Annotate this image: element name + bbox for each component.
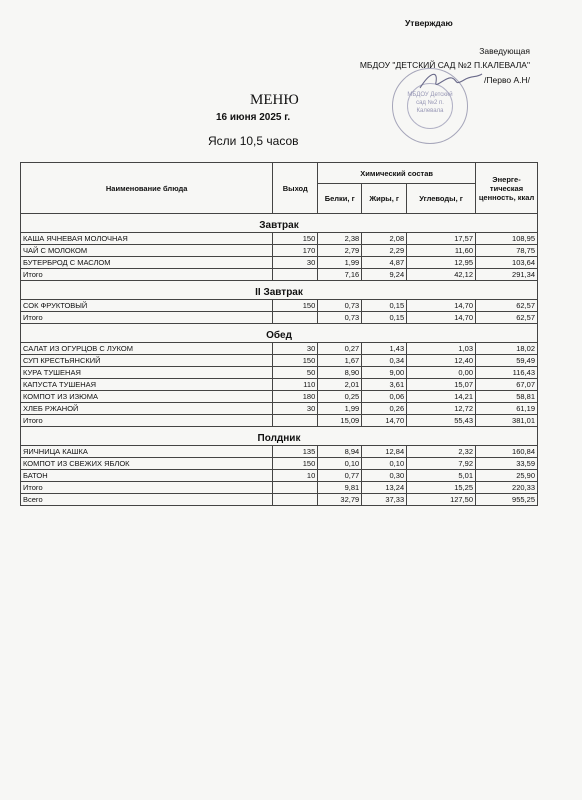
cell-energy: 62,57 bbox=[476, 312, 538, 324]
cell-energy: 67,07 bbox=[476, 379, 538, 391]
cell-yield: 150 bbox=[273, 458, 318, 470]
cell-yield bbox=[273, 312, 318, 324]
cell-name: ЯИЧНИЦА КАШКА bbox=[21, 446, 273, 458]
cell-yield bbox=[273, 269, 318, 281]
cell-energy: 61,19 bbox=[476, 403, 538, 415]
cell-fat: 37,33 bbox=[362, 494, 407, 506]
cell-yield: 110 bbox=[273, 379, 318, 391]
cell-energy: 291,34 bbox=[476, 269, 538, 281]
cell-protein: 7,16 bbox=[318, 269, 362, 281]
table-row bbox=[21, 446, 538, 458]
table-header-row bbox=[21, 163, 538, 184]
cell-name: ЧАЙ С МОЛОКОМ bbox=[21, 245, 273, 257]
cell-protein: 0,73 bbox=[318, 300, 362, 312]
cell-energy: 955,25 bbox=[476, 494, 538, 506]
cell-yield: 30 bbox=[273, 257, 318, 269]
cell-protein: 1,67 bbox=[318, 355, 362, 367]
document-title: МЕНЮ bbox=[250, 92, 299, 108]
cell-name: КУРА ТУШЕНАЯ bbox=[21, 367, 273, 379]
cell-energy: 220,33 bbox=[476, 482, 538, 494]
cell-protein: 2,38 bbox=[318, 233, 362, 245]
approval-signatory: /Перво А.Н/ bbox=[484, 75, 530, 85]
section-title: Завтрак bbox=[21, 214, 538, 233]
cell-protein: 32,79 bbox=[318, 494, 362, 506]
cell-protein: 0,10 bbox=[318, 458, 362, 470]
cell-name: КОМПОТ ИЗ ИЗЮМА bbox=[21, 391, 273, 403]
table-row bbox=[21, 245, 538, 257]
cell-yield bbox=[273, 494, 318, 506]
section-title: Полдник bbox=[21, 427, 538, 446]
cell-yield: 150 bbox=[273, 233, 318, 245]
cell-energy: 59,49 bbox=[476, 355, 538, 367]
cell-protein: 0,77 bbox=[318, 470, 362, 482]
cell-name: ХЛЕБ РЖАНОЙ bbox=[21, 403, 273, 415]
cell-energy: 78,75 bbox=[476, 245, 538, 257]
col-header-chem: Химический состав bbox=[318, 163, 476, 184]
cell-name: Итого bbox=[21, 269, 273, 281]
cell-name: СУП КРЕСТЬЯНСКИЙ bbox=[21, 355, 273, 367]
section-title: Обед bbox=[21, 324, 538, 343]
col-header-name: Наименование блюда bbox=[21, 163, 273, 214]
cell-yield: 180 bbox=[273, 391, 318, 403]
section-header-row bbox=[21, 281, 538, 300]
cell-carbs: 127,50 bbox=[407, 494, 476, 506]
cell-carbs: 1,03 bbox=[407, 343, 476, 355]
cell-carbs: 14,70 bbox=[407, 300, 476, 312]
cell-fat: 0,26 bbox=[362, 403, 407, 415]
total-row bbox=[21, 494, 538, 506]
cell-carbs: 2,32 bbox=[407, 446, 476, 458]
cell-protein: 0,25 bbox=[318, 391, 362, 403]
cell-protein: 0,73 bbox=[318, 312, 362, 324]
menu-table bbox=[20, 162, 538, 506]
menu-group: Ясли 10,5 часов bbox=[208, 134, 299, 148]
section-header-row bbox=[21, 427, 538, 446]
table-row bbox=[21, 343, 538, 355]
col-header-carbs: Углеводы, г bbox=[407, 184, 476, 214]
cell-fat: 2,29 bbox=[362, 245, 407, 257]
table-row bbox=[21, 482, 538, 494]
cell-name: Итого bbox=[21, 415, 273, 427]
cell-protein: 0,27 bbox=[318, 343, 362, 355]
cell-fat: 0,15 bbox=[362, 312, 407, 324]
cell-name: Итого bbox=[21, 482, 273, 494]
cell-name: БУТЕРБРОД С МАСЛОМ bbox=[21, 257, 273, 269]
cell-carbs: 0,00 bbox=[407, 367, 476, 379]
col-header-fat: Жиры, г bbox=[362, 184, 407, 214]
cell-carbs: 11,60 bbox=[407, 245, 476, 257]
cell-carbs: 14,70 bbox=[407, 312, 476, 324]
cell-name: КАПУСТА ТУШЕНАЯ bbox=[21, 379, 273, 391]
cell-energy: 381,01 bbox=[476, 415, 538, 427]
col-header-yield: Выход bbox=[273, 163, 318, 214]
cell-name: Итого bbox=[21, 312, 273, 324]
section-header-row bbox=[21, 214, 538, 233]
cell-fat: 12,84 bbox=[362, 446, 407, 458]
cell-protein: 9,81 bbox=[318, 482, 362, 494]
cell-name: САЛАТ ИЗ ОГУРЦОВ С ЛУКОМ bbox=[21, 343, 273, 355]
cell-protein: 8,94 bbox=[318, 446, 362, 458]
table-row bbox=[21, 367, 538, 379]
cell-fat: 3,61 bbox=[362, 379, 407, 391]
table-row bbox=[21, 415, 538, 427]
cell-fat: 0,30 bbox=[362, 470, 407, 482]
table-row bbox=[21, 257, 538, 269]
cell-carbs: 5,01 bbox=[407, 470, 476, 482]
section-title: II Завтрак bbox=[21, 281, 538, 300]
menu-date: 16 июня 2025 г. bbox=[216, 112, 291, 123]
col-header-energy: Энерге-тическая ценность, ккал bbox=[476, 163, 538, 214]
cell-carbs: 7,92 bbox=[407, 458, 476, 470]
cell-fat: 0,10 bbox=[362, 458, 407, 470]
cell-energy: 103,64 bbox=[476, 257, 538, 269]
cell-yield: 30 bbox=[273, 403, 318, 415]
cell-fat: 1,43 bbox=[362, 343, 407, 355]
cell-energy: 62,57 bbox=[476, 300, 538, 312]
cell-yield: 30 bbox=[273, 343, 318, 355]
cell-carbs: 12,72 bbox=[407, 403, 476, 415]
table-row bbox=[21, 233, 538, 245]
table-row bbox=[21, 470, 538, 482]
cell-yield: 10 bbox=[273, 470, 318, 482]
col-header-protein: Белки, г bbox=[318, 184, 362, 214]
cell-protein: 2,79 bbox=[318, 245, 362, 257]
cell-name: КАША ЯЧНЕВАЯ МОЛОЧНАЯ bbox=[21, 233, 273, 245]
signature bbox=[416, 66, 486, 96]
cell-carbs: 12,95 bbox=[407, 257, 476, 269]
cell-yield bbox=[273, 415, 318, 427]
cell-protein: 2,01 bbox=[318, 379, 362, 391]
cell-fat: 14,70 bbox=[362, 415, 407, 427]
cell-fat: 9,24 bbox=[362, 269, 407, 281]
section-header-row bbox=[21, 324, 538, 343]
cell-protein: 15,09 bbox=[318, 415, 362, 427]
cell-energy: 58,81 bbox=[476, 391, 538, 403]
cell-name: БАТОН bbox=[21, 470, 273, 482]
cell-energy: 25,90 bbox=[476, 470, 538, 482]
table-row bbox=[21, 269, 538, 281]
table-row bbox=[21, 355, 538, 367]
cell-carbs: 42,12 bbox=[407, 269, 476, 281]
cell-yield: 170 bbox=[273, 245, 318, 257]
cell-name: СОК ФРУКТОВЫЙ bbox=[21, 300, 273, 312]
cell-fat: 4,87 bbox=[362, 257, 407, 269]
cell-fat: 0,15 bbox=[362, 300, 407, 312]
cell-energy: 108,95 bbox=[476, 233, 538, 245]
cell-fat: 9,00 bbox=[362, 367, 407, 379]
cell-carbs: 17,57 bbox=[407, 233, 476, 245]
table-row bbox=[21, 300, 538, 312]
stamp-text: МБДОУ Детский сад №2 п. Калевала bbox=[407, 92, 453, 114]
table-row bbox=[21, 379, 538, 391]
cell-carbs: 14,21 bbox=[407, 391, 476, 403]
cell-name: КОМПОТ ИЗ СВЕЖИХ ЯБЛОК bbox=[21, 458, 273, 470]
table-row bbox=[21, 458, 538, 470]
cell-yield: 150 bbox=[273, 300, 318, 312]
menu-table-body bbox=[21, 214, 538, 506]
table-row bbox=[21, 403, 538, 415]
table-row bbox=[21, 391, 538, 403]
cell-protein: 1,99 bbox=[318, 403, 362, 415]
approval-position: Заведующая bbox=[479, 46, 530, 56]
approval-organization: МБДОУ "ДЕТСКИЙ САД №2 П.КАЛЕВАЛА" bbox=[359, 60, 530, 70]
cell-carbs: 12,40 bbox=[407, 355, 476, 367]
cell-yield: 50 bbox=[273, 367, 318, 379]
cell-fat: 0,06 bbox=[362, 391, 407, 403]
cell-energy: 160,84 bbox=[476, 446, 538, 458]
approval-heading: Утверждаю bbox=[405, 18, 453, 28]
cell-energy: 18,02 bbox=[476, 343, 538, 355]
cell-name: Всего bbox=[21, 494, 273, 506]
cell-fat: 2,08 bbox=[362, 233, 407, 245]
cell-protein: 1,99 bbox=[318, 257, 362, 269]
cell-protein: 8,90 bbox=[318, 367, 362, 379]
table-row bbox=[21, 312, 538, 324]
cell-carbs: 15,07 bbox=[407, 379, 476, 391]
cell-fat: 0,34 bbox=[362, 355, 407, 367]
cell-yield bbox=[273, 482, 318, 494]
cell-fat: 13,24 bbox=[362, 482, 407, 494]
cell-carbs: 15,25 bbox=[407, 482, 476, 494]
cell-yield: 150 bbox=[273, 355, 318, 367]
cell-carbs: 55,43 bbox=[407, 415, 476, 427]
cell-energy: 33,59 bbox=[476, 458, 538, 470]
cell-energy: 116,43 bbox=[476, 367, 538, 379]
cell-yield: 135 bbox=[273, 446, 318, 458]
